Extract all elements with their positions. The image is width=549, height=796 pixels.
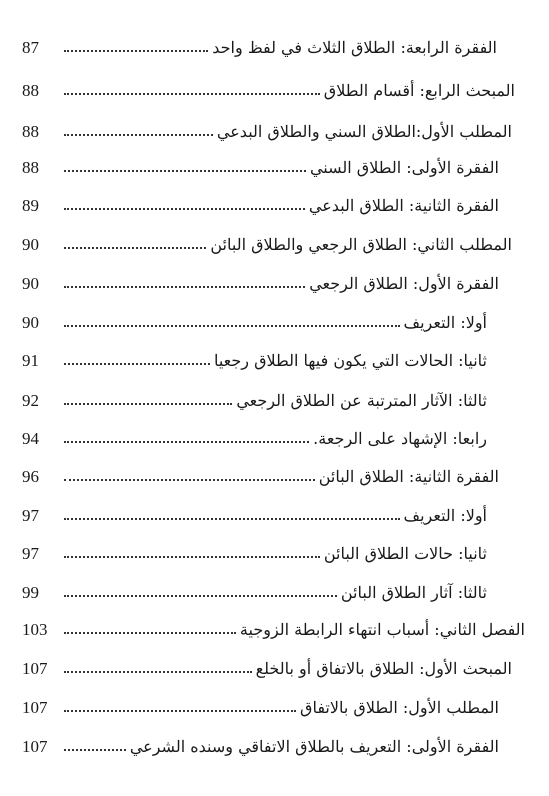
toc-entry: [22, 729, 499, 759]
toc-entry: [22, 612, 525, 642]
toc-entry: [22, 266, 499, 296]
toc-entry: [22, 30, 497, 60]
toc-leader: [64, 247, 206, 249]
toc-leader: [64, 170, 306, 172]
toc-page-number: 90: [22, 313, 39, 332]
toc-leader: [64, 403, 232, 405]
toc-entry: [22, 305, 487, 335]
toc-leader: [64, 749, 126, 751]
toc-page-number: 88: [22, 81, 39, 100]
toc-entry: [22, 651, 512, 681]
toc-page-number: 89: [22, 196, 39, 215]
toc-entry: [22, 536, 487, 566]
toc-leader: [64, 671, 252, 673]
toc-leader: [64, 286, 305, 288]
toc-entry: [22, 575, 487, 605]
toc-leader: [64, 479, 315, 481]
toc-leader: [64, 50, 208, 52]
toc-page-number: 90: [22, 235, 39, 254]
toc-entry-title: ثالثا: الآثار المترتبة عن الطلاق الرجعي: [236, 391, 487, 410]
toc-leader: [64, 93, 320, 95]
toc-leader: [64, 518, 400, 520]
toc-page-number: 96: [22, 467, 39, 486]
toc-leader: [64, 325, 400, 327]
toc-leader: [64, 441, 309, 443]
toc-entry-title: أولا: التعريف: [403, 506, 487, 525]
toc-entry-title: رابعا: الإشهاد على الرجعة.: [313, 429, 487, 448]
toc-leader: [64, 556, 320, 558]
toc-leader: [64, 710, 296, 712]
toc-entry: [22, 227, 512, 257]
toc-page-number: 90: [22, 274, 39, 293]
toc-page-number: 97: [22, 506, 39, 525]
toc-page-number: 107: [22, 737, 48, 756]
toc-entry-title: الفقرة الثانية: الطلاق البدعي: [308, 196, 499, 215]
toc-entry-title: الفقرة الأولى: التعريف بالطلاق الاتفاقي وسنده الشرعي: [129, 737, 499, 756]
toc-entry-title: الفقرة الأولى: الطلاق السني: [309, 158, 499, 177]
toc-entry: [22, 150, 499, 180]
toc-entry-title: المطلب الثاني: الطلاق الرجعي والطلاق البائن: [210, 235, 512, 254]
toc-leader: [64, 632, 236, 634]
toc-leader: [64, 363, 210, 365]
toc-entry-title: المبحث الرابع: أقسام الطلاق: [323, 81, 515, 100]
toc-leader: [64, 208, 305, 210]
toc-entry: [22, 114, 512, 144]
toc-leader: [64, 595, 337, 597]
toc-entry-title: ثالثا: آثار الطلاق البائن: [340, 583, 487, 602]
toc-entry: [22, 421, 487, 451]
toc-entry-title: المطلب الأول:الطلاق السني والطلاق البدعي: [216, 122, 512, 141]
toc-page-number: 88: [22, 122, 39, 141]
toc-entry-title: المبحث الأول: الطلاق بالاتفاق أو بالخلع: [255, 659, 512, 678]
toc-entry: [22, 459, 499, 489]
toc-entry-title: الفصل الثاني: أسباب انتهاء الرابطة الزوجية: [239, 620, 525, 639]
toc-page-number: 91: [22, 351, 39, 370]
toc-entry-title: أولا: التعريف: [403, 313, 487, 332]
toc-entry-title: المطلب الأول: الطلاق بالاتفاق: [300, 698, 499, 717]
toc-entry: [22, 73, 515, 103]
toc-entry-title: الفقرة الثانية: الطلاق البائن: [318, 467, 499, 486]
toc-entry-title: الفقرة الرابعة: الطلاق الثلاث في لفظ واحد: [212, 38, 497, 57]
toc-page-number: 107: [22, 659, 48, 678]
toc-page-number: 88: [22, 158, 39, 177]
toc-entry: [22, 690, 499, 720]
toc-page-number: 99: [22, 583, 39, 602]
toc-page-number: 103: [22, 620, 48, 639]
toc-entry-title: الفقرة الأول: الطلاق الرجعي: [309, 274, 499, 293]
toc-entry-title: ثانيا: حالات الطلاق البائن: [323, 544, 487, 563]
toc-leader: [64, 134, 213, 136]
toc-page-number: 97: [22, 544, 39, 563]
toc-entry: [22, 343, 487, 373]
toc-page-number: 87: [22, 38, 39, 57]
toc-entry-title: ثانيا: الحالات التي يكون فيها الطلاق رجعيا: [213, 351, 487, 370]
toc-entry: [22, 498, 487, 528]
toc-entry: [22, 188, 499, 218]
toc-page-number: 107: [22, 698, 48, 717]
toc-page-number: 94: [22, 429, 39, 448]
toc-page-number: 92: [22, 391, 39, 410]
toc-entry: [22, 383, 487, 413]
